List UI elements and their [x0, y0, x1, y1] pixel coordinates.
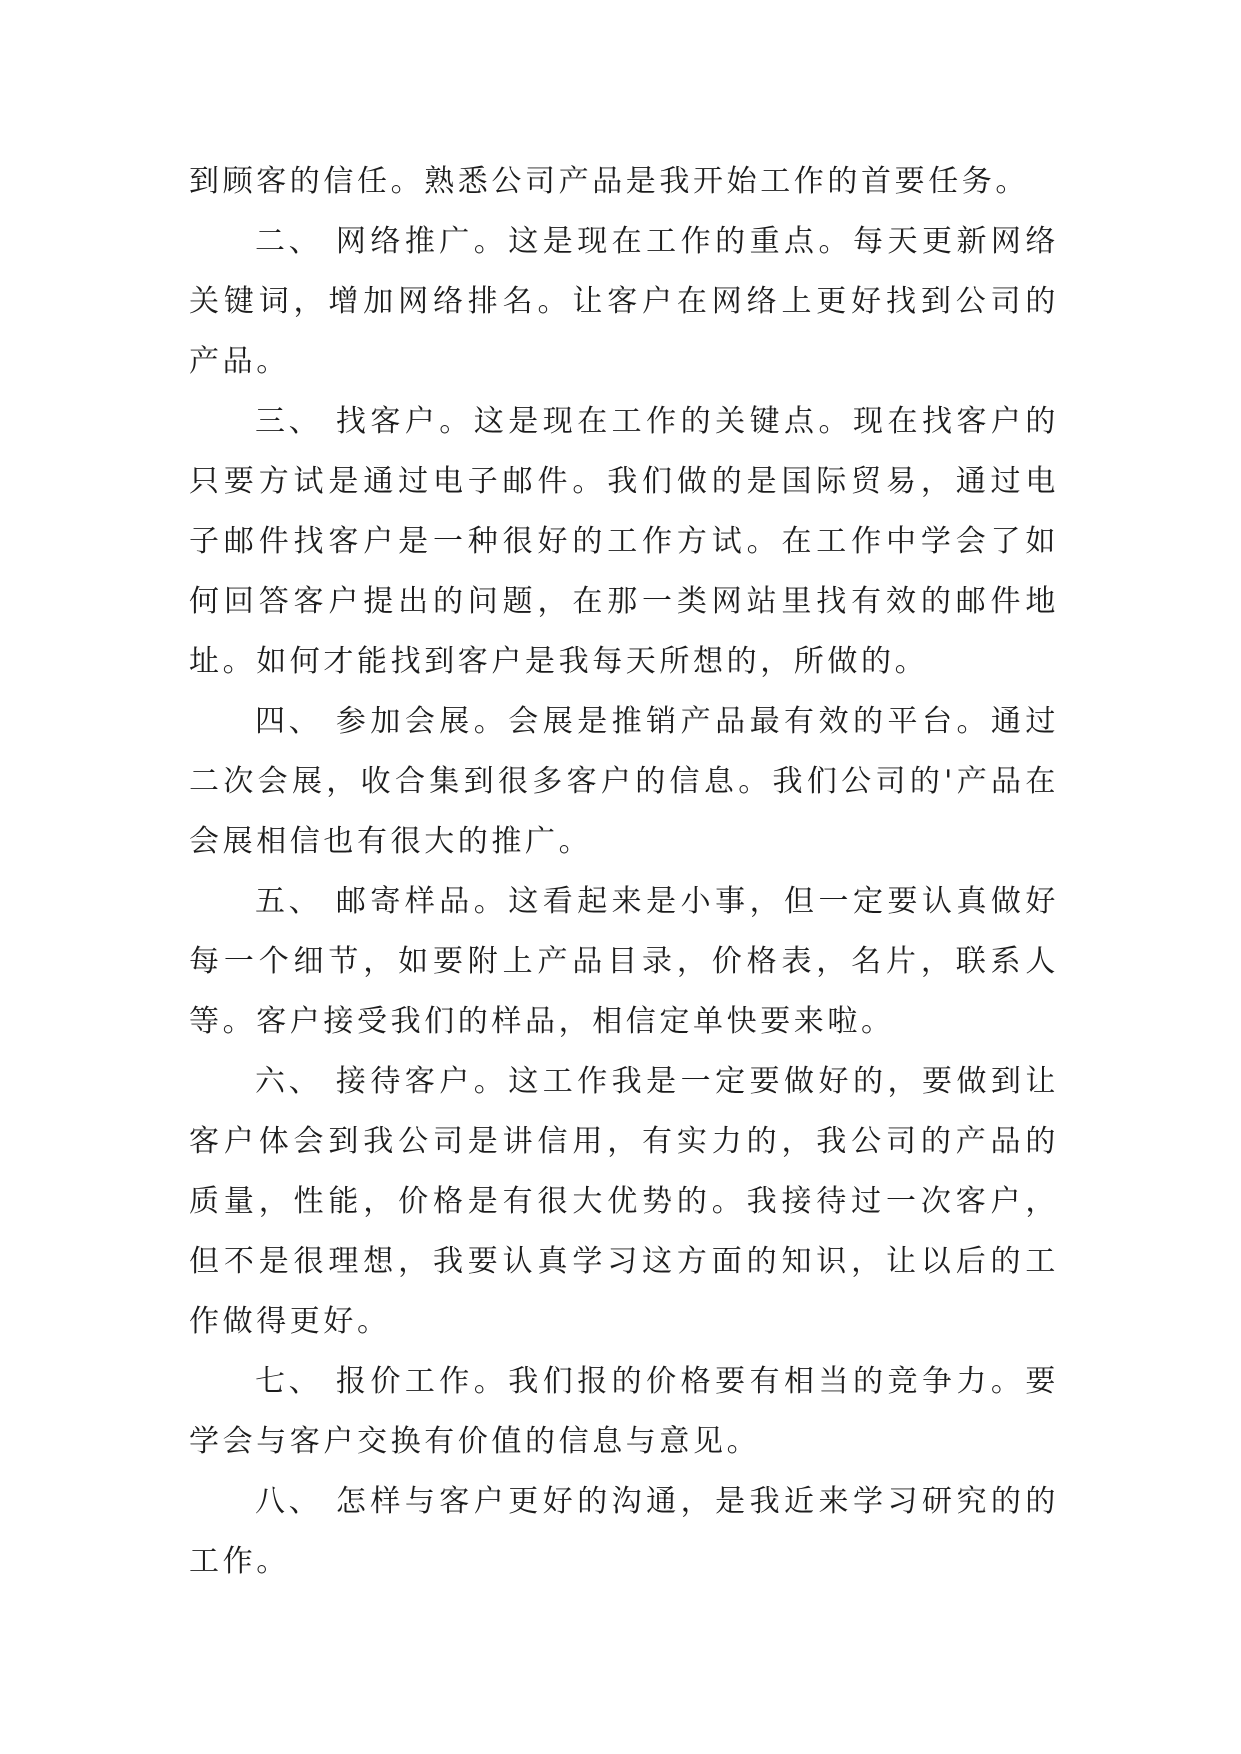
item-number: 四、	[255, 704, 323, 739]
paragraph-text: 到顾客的信任。熟悉公司产品是我开始工作的首要任务。	[189, 164, 1029, 199]
paragraph-text: 报价工作。我们报的价格要有相当的竞争力。要学会与客户交换有价值的信息与意见。	[189, 1364, 1059, 1459]
item-number: 八、	[255, 1484, 323, 1519]
paragraph-item-3	[189, 392, 1059, 692]
paragraph-item-6	[189, 1052, 1059, 1352]
paragraph-text: 找客户。这是现在工作的关键点。现在找客户的只要方试是通过电子邮件。我们做的是国际贸易，通过电子邮件找客户是一种很好的工作方试。在工作中学会了如何回答客户提出的问题，在那一类网站里找有效的邮件地址。如何才能找到客户是我每天所想的，所做的。	[189, 404, 1059, 679]
paragraph-item-7	[189, 1352, 1059, 1472]
paragraph-item-4	[189, 692, 1059, 872]
item-number: 三、	[255, 404, 323, 439]
paragraph-text: 网络推广。这是现在工作的重点。每天更新网络关键词，增加网络排名。让客户在网络上更好找到公司的产品。	[189, 224, 1059, 379]
item-number: 二、	[255, 224, 323, 259]
paragraph-text: 怎样与客户更好的沟通，是我近来学习研究的的工作。	[189, 1484, 1059, 1579]
paragraph-item-5	[189, 872, 1059, 1052]
paragraph-text: 邮寄样品。这看起来是小事，但一定要认真做好每一个细节，如要附上产品目录，价格表，名片，联系人等。客户接受我们的样品，相信定单快要来啦。	[189, 884, 1059, 1039]
item-number: 六、	[255, 1064, 323, 1099]
paragraph-text: 接待客户。这工作我是一定要做好的，要做到让客户体会到我公司是讲信用，有实力的，我公司的产品的质量，性能，价格是有很大优势的。我接待过一次客户，但不是很理想，我要认真学习这方面的知识，让以后的工作做得更好。	[189, 1064, 1059, 1339]
document-page	[189, 152, 1059, 1592]
paragraph-text: 参加会展。会展是推销产品最有效的平台。通过二次会展，收合集到很多客户的信息。我们公司的'产品在会展相信也有很大的推广。	[189, 704, 1059, 859]
item-number: 七、	[255, 1364, 323, 1399]
paragraph-item-2	[189, 212, 1059, 392]
item-number: 五、	[255, 884, 323, 919]
paragraph-intro	[189, 152, 1059, 212]
paragraph-item-8	[189, 1472, 1059, 1592]
